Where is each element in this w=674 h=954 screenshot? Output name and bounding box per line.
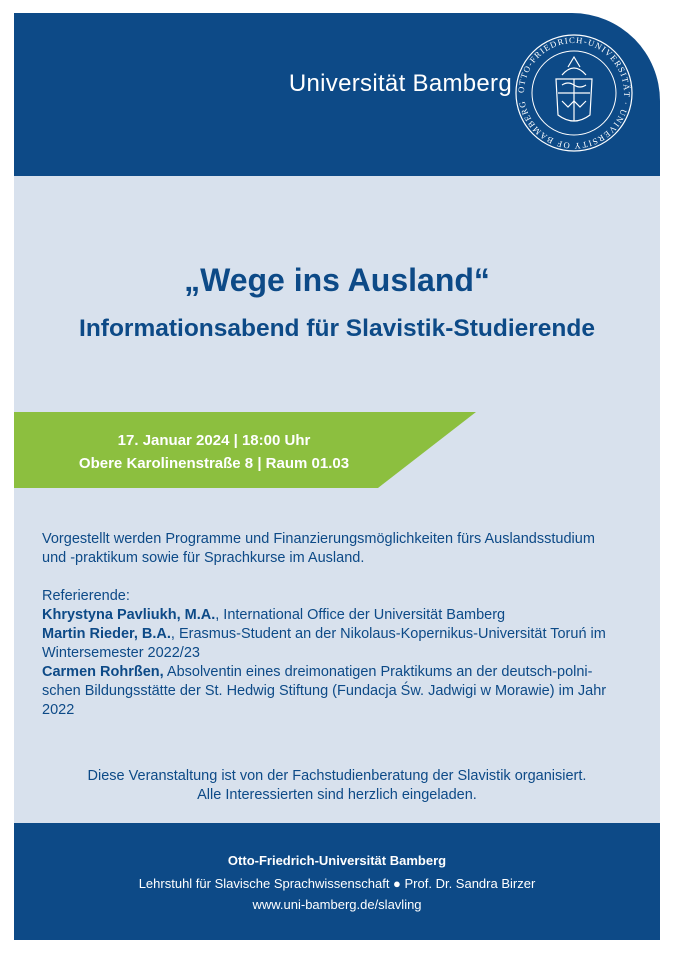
speakers-heading: Referierende: — [42, 588, 130, 604]
speaker-description-cont: Wintersemester 2022/23 — [42, 645, 200, 661]
footer-institution: Otto-Friedrich-Universität Bamberg — [227, 853, 447, 868]
speaker-description: Absolventin eines dreimonatigen Praktikums an der deutsch-polni- — [163, 664, 593, 680]
speaker-entry — [42, 625, 634, 644]
speaker-description-cont: 2022 — [42, 702, 75, 718]
speaker-name: Martin Rieder, B.A. — [42, 626, 171, 642]
speaker-description: , Erasmus-Student an der Nikolaus-Kopernikus-Universität Toruń im — [170, 626, 606, 642]
footer-chair: Lehrstuhl für Slavische Sprachwissenschaft ● Prof. Dr. Sandra Birzer — [138, 876, 536, 891]
speaker-entry — [42, 663, 634, 682]
seal-lettering: OTTO-FRIEDRICH-UNIVERSITÄT · UNIVERSITY OF BAMBERG — [515, 34, 633, 152]
footer-url-link[interactable]: www.uni-bamberg.de/slavling — [252, 897, 422, 912]
speaker-entry — [42, 606, 634, 625]
speaker-description: , International Office der Universität Bamberg — [215, 607, 506, 623]
event-subtitle: Informationsabend für Slavistik-Studierende — [79, 315, 595, 342]
event-title: „Wege ins Ausland“ — [184, 262, 490, 298]
event-location: Obere Karolinenstraße 8 | Raum 01.03 — [78, 455, 350, 472]
university-seal-icon — [512, 31, 636, 155]
note-line: Alle Interessierten sind herzlich eingeladen. — [197, 787, 477, 803]
event-description — [42, 530, 634, 720]
note-line: Diese Veranstaltung ist von der Fachstudienberatung der Slavistik organisiert. — [87, 768, 587, 784]
organizer-note — [0, 767, 674, 805]
speaker-name: Khrystyna Pavliukh, M.A. — [42, 607, 216, 623]
event-date-time: 17. Januar 2024 | 18:00 Uhr — [117, 432, 311, 449]
event-info-band — [14, 412, 476, 488]
intro-line: Vorgestellt werden Programme und Finanzierungsmöglichkeiten fürs Auslandsstudium — [42, 531, 595, 547]
intro-line: und -praktikum sowie für Sprachkurse im Ausland. — [42, 550, 365, 566]
university-name: Universität Bamberg — [288, 70, 512, 97]
speaker-name: Carmen Rohrßen, — [42, 664, 164, 680]
speaker-description-cont: schen Bildungsstätte der St. Hedwig Stiftung (Fundacja Św. Jadwigi w Morawie) im Jahr — [42, 683, 607, 699]
